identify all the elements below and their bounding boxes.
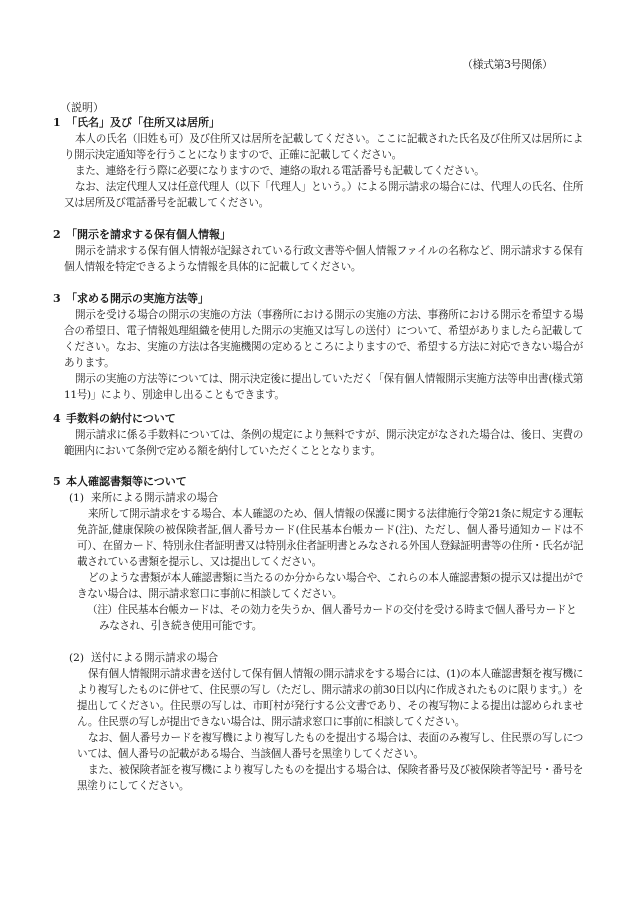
section-paragraph: 開示請求に係る手数料については、条例の規定により無料ですが、開示決定がなされた場合は、後日、実費の範囲内において条例で定める額を納付していただくこととなります。 bbox=[64, 429, 583, 457]
section-heading bbox=[53, 227, 583, 243]
section-paragraph: また、連絡を行う際に必要になりますので、連絡の取れる電話番号も記載してください。 bbox=[75, 165, 485, 177]
section-number: 5 bbox=[53, 475, 61, 488]
section-paragraph: 開示の実施の方法等については、開示決定後に提出していただく「保有個人情報開示実施方法等申出書(様式第11号)」により、別途申し出ることもできます。 bbox=[64, 373, 583, 401]
section-number: 2 bbox=[53, 228, 61, 241]
subsection-number: (2) bbox=[69, 652, 85, 664]
section-number: 1 bbox=[53, 116, 61, 129]
section-paragraph: 本人の氏名（旧姓も可）及び住所又は居所を記載してください。ここに記載された氏名及び住所又は居所により開示決定通知等を行うことになりますので、正確に記載してください。 bbox=[64, 133, 583, 161]
subsection-heading bbox=[53, 490, 583, 506]
section-number: 3 bbox=[53, 292, 61, 305]
section-paragraph: 開示を受ける場合の開示の実施の方法（事務所における開示の実施の方法、事務所における開示を希望する場合の希望日、電子情報処理組織を使用した開示の実施又は写しの送付）について、希望がありましたら記載してください。なお、実施の方法は各実施機関の定めるところによりますので、希望する方法に対応できない場合があります。 bbox=[64, 309, 583, 369]
section-requested-information bbox=[53, 227, 583, 275]
section-name-address bbox=[53, 115, 583, 211]
subsection-title: 来所による開示請求の場合 bbox=[91, 492, 219, 504]
section-identity-documents bbox=[53, 474, 583, 794]
subsection-paragraph: また、被保険者証を複写機により複写したものを提出する場合は、保険者番号及び被保険者等記号・番号を黒塗りにしてください。 bbox=[77, 764, 583, 792]
subsection-paragraph: 保有個人情報開示請求書を送付して保有個人情報の開示請求をする場合には、(1)の本人確認書類を複写機により複写したものに併せて、住民票の写し（ただし、開示請求の前30日以内に作成されたものに限ります。）を提出してください。住民票の写しは、市町村が発行する公文書であり、その複写物による提出は認められません。住民票の写しが提出できない場合は、開示請求窓口に事前に相談してください。 bbox=[77, 668, 583, 728]
subsection-paragraph: なお、個人番号カードを複写機により複写したものを提出する場合は、表面のみ複写し、住民票の写しについては、個人番号の記載がある場合、当該個人番号を黒塗りしてください。 bbox=[77, 732, 583, 760]
subsection-title: 送付による開示請求の場合 bbox=[91, 652, 219, 664]
section-paragraph: 開示を請求する保有個人情報が記録されている行政文書等や個人情報ファイルの名称など、開示請求する保有個人情報を特定できるような情報を具体的に記載してください。 bbox=[64, 245, 583, 273]
section-disclosure-method bbox=[53, 291, 583, 403]
form-reference: （様式第3号関係） bbox=[462, 58, 553, 71]
section-heading bbox=[53, 411, 583, 427]
section-paragraph: なお、法定代理人又は任意代理人（以下「代理人」という。）による開示請求の場合には、代理人の氏名、住所又は居所及び電話番号を記載してください。 bbox=[64, 181, 583, 209]
section-heading bbox=[53, 474, 583, 490]
section-title: 「開示を請求する保有個人情報」 bbox=[66, 228, 231, 241]
section-title: 「求める開示の実施方法等」 bbox=[66, 292, 209, 305]
subsection-paragraph: 来所して開示請求をする場合、本人確認のため、個人情報の保護に関する法律施行令第21条に規定する運転免許証,健康保険の被保険者証,個人番号カード(住民基本台帳カード(注)、ただし、個人番号通知カードは不可）、在留カード、特別永住者証明書又は特別永住者証明書とみなされる外国人登録証明書等の住所・氏名が記載されている書類を提示し、又は提出してください。 bbox=[77, 508, 583, 568]
footnote: （注）住民基本台帳カードは、その効力を失うか、個人番号カードの交付を受ける時まで個人番号カードとみなされ、引き続き使用可能です。 bbox=[87, 604, 577, 632]
section-heading bbox=[53, 291, 583, 307]
subsection-paragraph: どのような書類が本人確認書類に当たるのか分からない場合や、これらの本人確認書類の提示又は提出ができない場合は、開示請求窓口に事前に相談してください。 bbox=[77, 572, 583, 600]
section-title: 手数料の納付について bbox=[66, 412, 176, 425]
subsection-number: (1) bbox=[69, 492, 85, 504]
section-title: 「氏名」及び「住所又は居所」 bbox=[66, 116, 220, 129]
section-title: 本人確認書類等について bbox=[66, 475, 187, 488]
subsection-heading bbox=[53, 650, 583, 666]
section-number: 4 bbox=[53, 412, 61, 425]
explanation-label: （説明） bbox=[60, 101, 104, 114]
section-heading bbox=[53, 115, 583, 131]
section-fee-payment bbox=[53, 411, 583, 459]
